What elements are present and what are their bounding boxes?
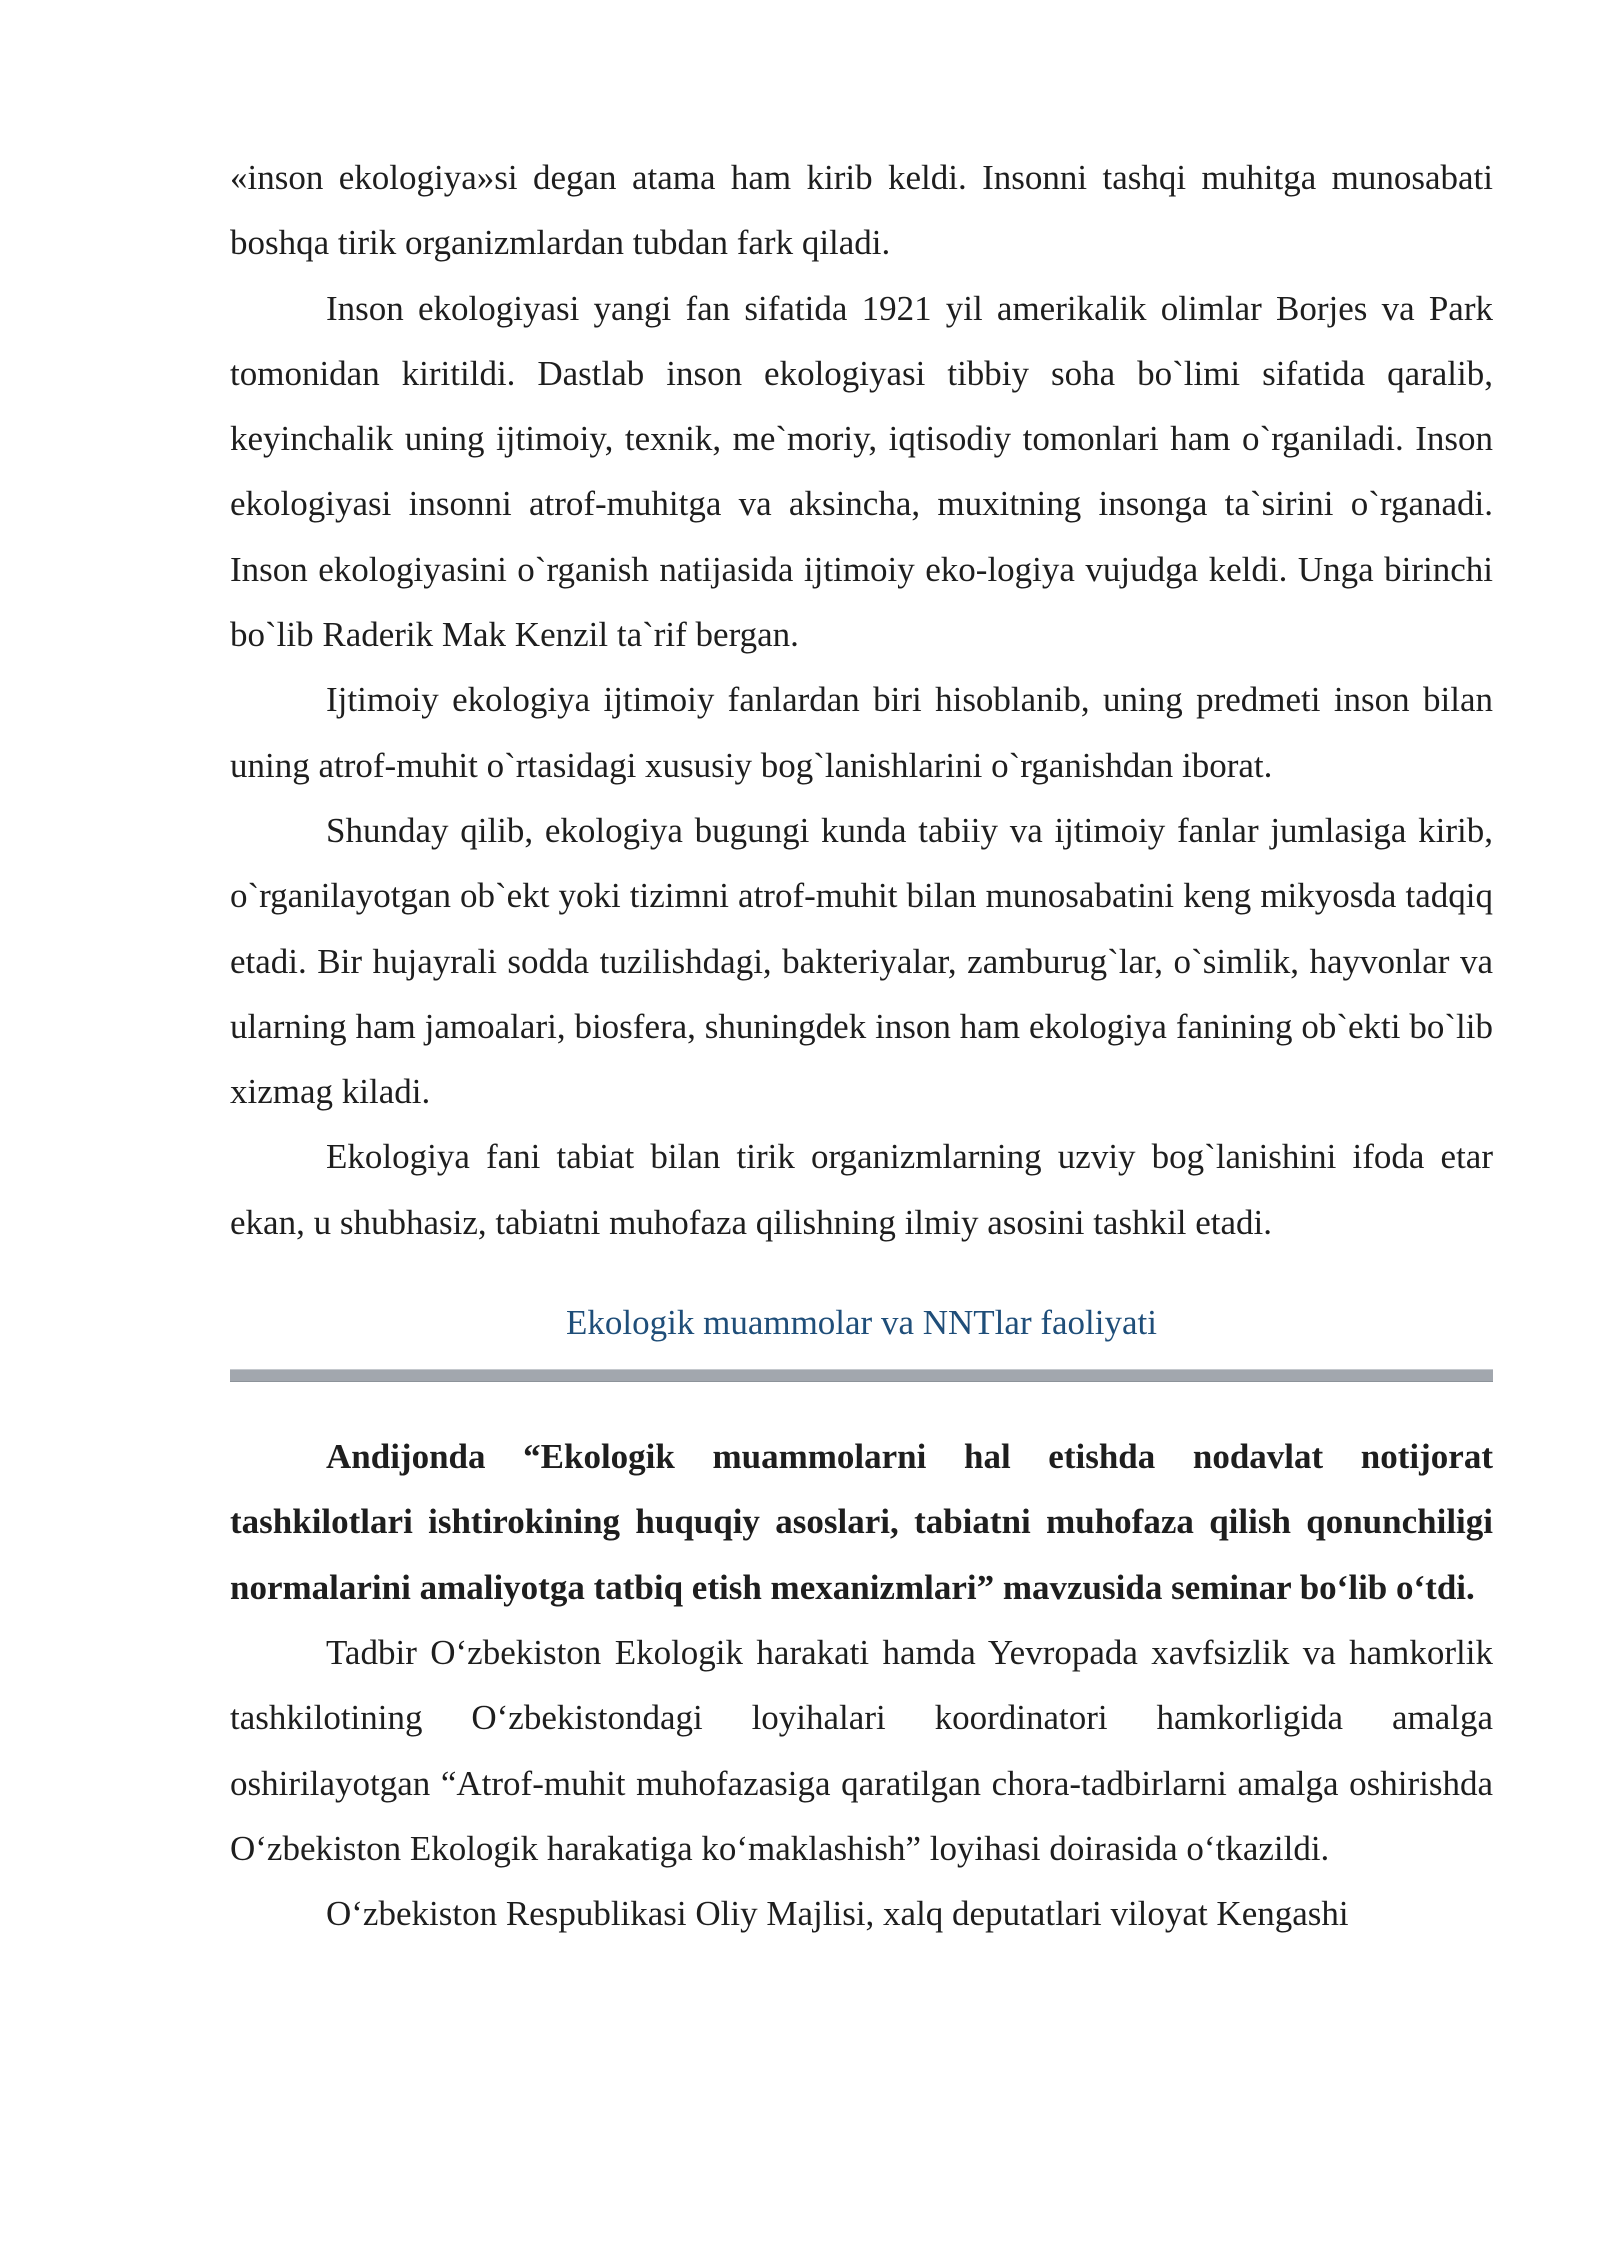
paragraph-oliy-majlis: O‘zbekiston Respublikasi Oliy Majlisi, xalq deputatlari viloyat Kengashi (326, 1894, 1349, 1934)
lead-paragraph-bold: Andijonda “Ekologik muammolarni hal etishda nodavlat notijorat tashkilotlari ishtirokining huquqiy asoslari, tabiatni muhofaza qilish qonunchiligi normalarini amaliyotga tatbiq etish mexanizmlari” mavzusida seminar bo‘lib o‘tdi. (230, 1437, 1493, 1607)
paragraph-inson-ekologiyasi: Inson ekologiyasi yangi fan sifatida 1921 yil amerikalik olimlar Borjes va Park tomonidan kiritildi. Dastlab inson ekologiyasi tibbiy soha bo`limi sifatida qaralib, keyinchalik uning ijtimoiy, texnik, me`moriy, iqtisodiy tomonlari ham o`rganiladi. Inson ekologiyasi insonni atrof-muhitga va aksincha, muxitning insonga ta`sirini o`rganadi. Inson ekologiyasini o`rganish natijasida ijtimoiy eko-logiya vujudga keldi. Unga birinchi bo`lib Raderik Mak Kenzil ta`rif bergan. (230, 288, 1493, 655)
paragraph-continuation: «inson ekologiya»si degan atama ham kirib keldi. Insonni tashqi muhitga munosabati boshqa tirik organizmlardan tubdan fark qiladi. (230, 158, 1493, 263)
paragraph-tadbir: Tadbir O‘zbekiston Ekologik harakati hamda Yevropada xavfsizlik va hamkorlik tashkilotining O‘zbekistondagi loyihalari koordinatori hamkorligida amalga oshirilayotgan “Atrof-muhit muhofazasiga qaratilgan chora-tadbirlarni amalga oshirishda O‘zbekiston Ekologik harakatiga ko‘maklashish” loyihasi doirasida o‘tkazildi. (230, 1632, 1493, 1868)
document-page (230, 145, 1493, 1946)
paragraph-shunday-qilib: Shunday qilib, ekologiya bugungi kunda tabiiy va ijtimoiy fanlar jumlasiga kirib, o`rganilayotgan ob`ekt yoki tizimni atrof-muhit bilan munosabatini keng mikyosda tadqiq etadi. Bir hujayrali sodda tuzilishdagi, bakteriyalar, zamburug`lar, o`simlik, hayvonlar va ularning ham jamoalari, biosfera, shuningdek inson ham ekologiya fanining ob`ekti bo`lib xizmag kiladi. (230, 810, 1493, 1112)
section-heading: Ekologik muammolar va NNTlar faoliyati (566, 1303, 1157, 1343)
paragraph-ijtimoiy-ekologiya: Ijtimoiy ekologiya ijtimoiy fanlardan biri hisoblanib, uning predmeti inson bilan uning atrof-muhit o`rtasidagi xususiy bog`lanishlarini o`rganishdan iborat. (230, 680, 1493, 785)
paragraph-ekologiya-fani: Ekologiya fani tabiat bilan tirik organizmlarning uzviy bog`lanishini ifoda etar ekan, u shubhasiz, tabiatni muhofaza qilishning ilmiy asosini tashkil etadi. (230, 1137, 1493, 1242)
section-divider (230, 1369, 1493, 1382)
